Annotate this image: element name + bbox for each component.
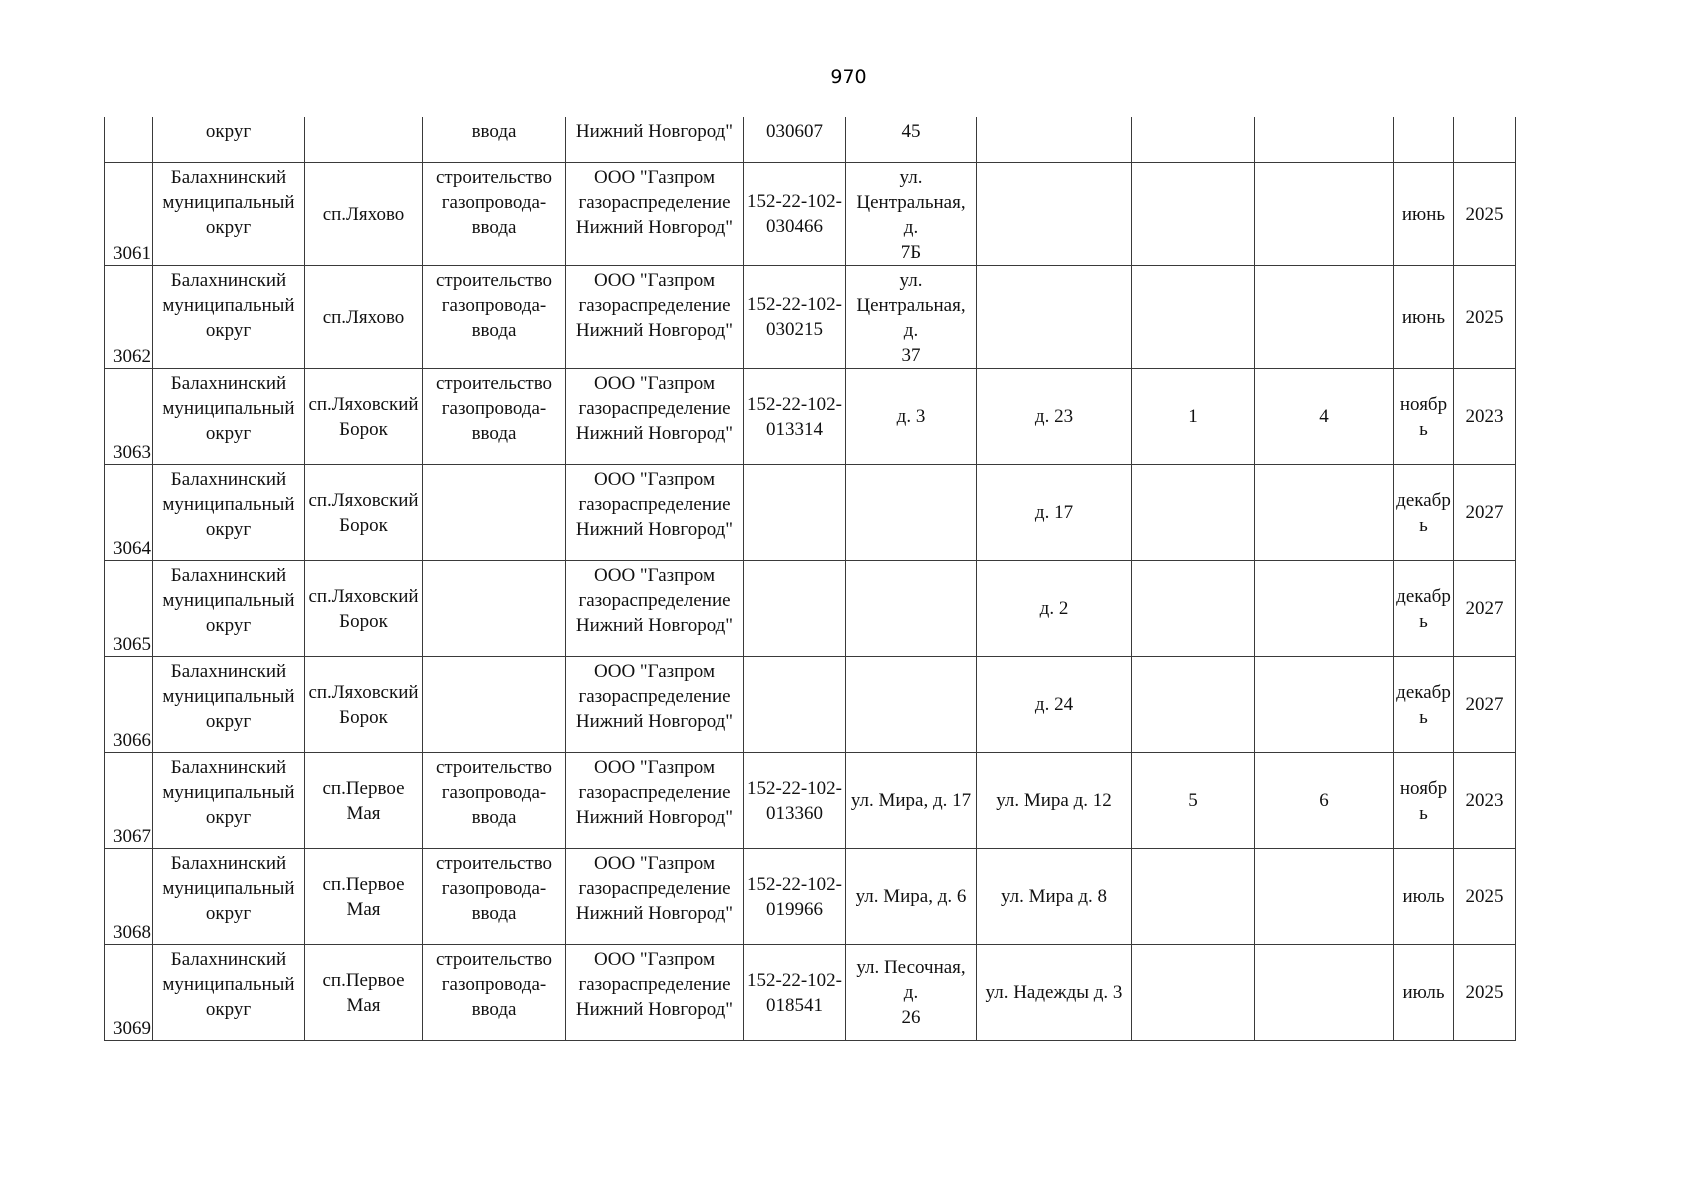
cell-org: ООО "Газпром газораспределение Нижний Новгород" xyxy=(566,369,744,465)
cell-month: декабр ь xyxy=(1394,657,1454,753)
cell-address-from: д. 3 xyxy=(846,369,977,465)
cell-org: ООО "Газпром газораспределение Нижний Новгород" xyxy=(566,849,744,945)
cell-col9 xyxy=(1132,945,1255,1041)
cell-col9 xyxy=(1132,465,1255,561)
cell-num: 3068 xyxy=(105,849,153,945)
cell-address-to xyxy=(977,117,1132,163)
cell-work: строительство газопровода- ввода xyxy=(423,163,566,266)
cell-address-from xyxy=(846,465,977,561)
cell-code xyxy=(744,657,846,753)
cell-col9 xyxy=(1132,266,1255,369)
cell-year: 2027 xyxy=(1454,657,1516,753)
cell-col10 xyxy=(1255,561,1394,657)
cell-col10: 4 xyxy=(1255,369,1394,465)
cell-code: 030607 xyxy=(744,117,846,163)
cell-num: 3064 xyxy=(105,465,153,561)
table-body xyxy=(105,117,1516,1041)
cell-col10 xyxy=(1255,945,1394,1041)
cell-col9 xyxy=(1132,561,1255,657)
cell-address-to xyxy=(977,163,1132,266)
table-row xyxy=(105,163,1516,266)
cell-locality xyxy=(305,117,423,163)
cell-locality: сп.Ляховский Борок xyxy=(305,657,423,753)
cell-code: 152-22-102- 013314 xyxy=(744,369,846,465)
cell-work: строительство газопровода- ввода xyxy=(423,369,566,465)
table-row-continuation xyxy=(105,117,1516,163)
cell-org: ООО "Газпром газораспределение Нижний Новгород" xyxy=(566,945,744,1041)
cell-year: 2023 xyxy=(1454,753,1516,849)
cell-org: ООО "Газпром газораспределение Нижний Новгород" xyxy=(566,561,744,657)
cell-code: 152-22-102- 018541 xyxy=(744,945,846,1041)
cell-work xyxy=(423,561,566,657)
cell-num: 3061 xyxy=(105,163,153,266)
cell-address-to: д. 2 xyxy=(977,561,1132,657)
cell-code: 152-22-102- 019966 xyxy=(744,849,846,945)
table-row xyxy=(105,266,1516,369)
cell-address-to: д. 24 xyxy=(977,657,1132,753)
table-row xyxy=(105,945,1516,1041)
cell-address-to: ул. Мира д. 12 xyxy=(977,753,1132,849)
cell-locality: сп.Первое Мая xyxy=(305,849,423,945)
cell-address-to xyxy=(977,266,1132,369)
cell-year: 2027 xyxy=(1454,561,1516,657)
cell-address-from: ул. Песочная, д. 26 xyxy=(846,945,977,1041)
cell-col9 xyxy=(1132,849,1255,945)
cell-address-from: ул. Центральная, д. 37 xyxy=(846,266,977,369)
cell-month: ноябрь xyxy=(1394,369,1454,465)
cell-locality: сп.Первое Мая xyxy=(305,945,423,1041)
table-row xyxy=(105,849,1516,945)
cell-work: ввода xyxy=(423,117,566,163)
cell-work: строительство газопровода- ввода xyxy=(423,945,566,1041)
cell-num: 3067 xyxy=(105,753,153,849)
cell-work xyxy=(423,465,566,561)
cell-address-from: ул. Центральная, д. 7Б xyxy=(846,163,977,266)
cell-locality: сп.Ляховский Борок xyxy=(305,561,423,657)
table-row xyxy=(105,657,1516,753)
cell-code: 152-22-102- 030466 xyxy=(744,163,846,266)
cell-address-to: ул. Мира д. 8 xyxy=(977,849,1132,945)
cell-month: декабр ь xyxy=(1394,465,1454,561)
cell-num: 3065 xyxy=(105,561,153,657)
cell-locality: сп.Ляховский Борок xyxy=(305,369,423,465)
cell-year: 2025 xyxy=(1454,266,1516,369)
cell-district: Балахнинский муниципальный округ xyxy=(153,657,305,753)
cell-month: июль xyxy=(1394,945,1454,1041)
cell-month: ноябрь xyxy=(1394,753,1454,849)
cell-org: ООО "Газпром газораспределение Нижний Новгород" xyxy=(566,753,744,849)
cell-num: 3063 xyxy=(105,369,153,465)
cell-address-to: д. 23 xyxy=(977,369,1132,465)
cell-org: ООО "Газпром газораспределение Нижний Новгород" xyxy=(566,163,744,266)
cell-locality: сп.Первое Мая xyxy=(305,753,423,849)
cell-org: ООО "Газпром газораспределение Нижний Новгород" xyxy=(566,465,744,561)
cell-code: 152-22-102- 030215 xyxy=(744,266,846,369)
cell-col10 xyxy=(1255,163,1394,266)
cell-address-to: ул. Надежды д. 3 xyxy=(977,945,1132,1041)
cell-col9 xyxy=(1132,117,1255,163)
cell-address-from xyxy=(846,657,977,753)
cell-year xyxy=(1454,117,1516,163)
cell-district: Балахнинский муниципальный округ xyxy=(153,163,305,266)
cell-col9 xyxy=(1132,657,1255,753)
cell-work: строительство газопровода- ввода xyxy=(423,753,566,849)
cell-col9: 5 xyxy=(1132,753,1255,849)
cell-district: Балахнинский муниципальный округ xyxy=(153,369,305,465)
cell-month: июнь xyxy=(1394,163,1454,266)
cell-col10 xyxy=(1255,117,1394,163)
cell-month: декабр ь xyxy=(1394,561,1454,657)
cell-col9 xyxy=(1132,163,1255,266)
cell-work: строительство газопровода- ввода xyxy=(423,849,566,945)
cell-code xyxy=(744,465,846,561)
cell-locality: сп.Ляховский Борок xyxy=(305,465,423,561)
cell-org: ООО "Газпром газораспределение Нижний Новгород" xyxy=(566,266,744,369)
table-row xyxy=(105,369,1516,465)
cell-address-from: ул. Мира, д. 17 xyxy=(846,753,977,849)
table-row xyxy=(105,465,1516,561)
cell-district: Балахнинский муниципальный округ xyxy=(153,945,305,1041)
cell-num: 3069 xyxy=(105,945,153,1041)
cell-code: 152-22-102- 013360 xyxy=(744,753,846,849)
cell-month: июль xyxy=(1394,849,1454,945)
table-row xyxy=(105,561,1516,657)
cell-year: 2025 xyxy=(1454,163,1516,266)
cell-year: 2025 xyxy=(1454,945,1516,1041)
cell-locality: сп.Ляхово xyxy=(305,266,423,369)
cell-address-from: 45 xyxy=(846,117,977,163)
cell-year: 2023 xyxy=(1454,369,1516,465)
cell-year: 2027 xyxy=(1454,465,1516,561)
cell-district: Балахнинский муниципальный округ xyxy=(153,465,305,561)
cell-year: 2025 xyxy=(1454,849,1516,945)
cell-district: Балахнинский муниципальный округ xyxy=(153,849,305,945)
cell-col10 xyxy=(1255,465,1394,561)
cell-org: ООО "Газпром газораспределение Нижний Новгород" xyxy=(566,657,744,753)
cell-col9: 1 xyxy=(1132,369,1255,465)
cell-district: Балахнинский муниципальный округ xyxy=(153,561,305,657)
cell-col10 xyxy=(1255,657,1394,753)
cell-col10 xyxy=(1255,266,1394,369)
cell-district: Балахнинский муниципальный округ xyxy=(153,753,305,849)
cell-num xyxy=(105,117,153,163)
cell-work xyxy=(423,657,566,753)
cell-district: округ xyxy=(153,117,305,163)
cell-num: 3062 xyxy=(105,266,153,369)
cell-address-from: ул. Мира, д. 6 xyxy=(846,849,977,945)
cell-address-from xyxy=(846,561,977,657)
cell-org: Нижний Новгород" xyxy=(566,117,744,163)
table-row xyxy=(105,753,1516,849)
cell-month xyxy=(1394,117,1454,163)
gas-connection-table xyxy=(104,117,1516,1041)
cell-work: строительство газопровода- ввода xyxy=(423,266,566,369)
cell-locality: сп.Ляхово xyxy=(305,163,423,266)
cell-col10: 6 xyxy=(1255,753,1394,849)
cell-col10 xyxy=(1255,849,1394,945)
page-number: 970 xyxy=(830,66,867,88)
cell-code xyxy=(744,561,846,657)
cell-address-to: д. 17 xyxy=(977,465,1132,561)
cell-num: 3066 xyxy=(105,657,153,753)
cell-district: Балахнинский муниципальный округ xyxy=(153,266,305,369)
cell-month: июнь xyxy=(1394,266,1454,369)
